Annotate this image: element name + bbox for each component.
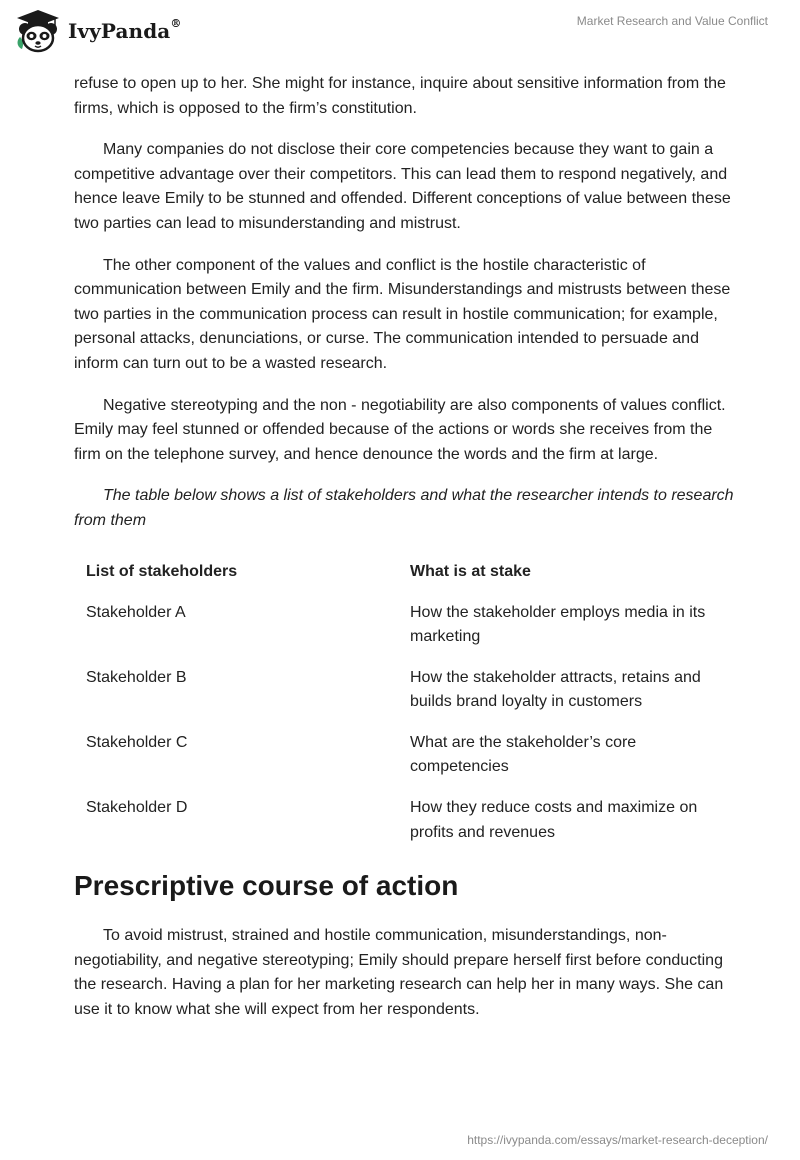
stakeholder-stake: How the stakeholder attracts, retains and builds brand loyalty in customers (410, 668, 701, 711)
stakeholder-stake: What are the stakeholder’s core competencies (410, 733, 637, 776)
page-header (0, 0, 800, 60)
table-row (74, 593, 734, 658)
stakeholder-stake: How they reduce costs and maximize on profits and revenues (410, 799, 698, 841)
essay-content (74, 72, 734, 1040)
table-header-row (74, 551, 734, 593)
column-header-at-stake: What is at stake (410, 562, 531, 580)
paragraph-hostile-communication: The other component of the values and conflict is the hostile characteristic of communication between Emily and the firm. Misunderstandings and mistrusts between these two parties in the communication process can result in hostile communication; for example, personal attacks, denunciations, or curse. The communication intended to persuade and inform can turn out to be a wasted research. (74, 256, 731, 372)
stakeholder-name: Stakeholder C (86, 733, 188, 751)
paragraph-continued: refuse to open up to her. She might for instance, inquire about sensitive information from the firms, which is opposed to the firm’s constitution. (74, 75, 726, 117)
table-caption: The table below shows a list of stakeholders and what the researcher intends to research from them (74, 487, 734, 529)
document-title: Market Research and Value Conflict (576, 14, 768, 28)
paragraph-prescriptive: To avoid mistrust, strained and hostile communication, misunderstandings, non-negotiability, and negative stereotyping; Emily should prepare herself first before conducting the research. Having a plan for her marketing research can help her in many ways. She can use it to know what she will expect from her respondents. (74, 927, 724, 1019)
stakeholder-name: Stakeholder A (86, 603, 186, 621)
stakeholder-name: Stakeholder D (86, 799, 188, 817)
paragraph-negative-stereotyping: Negative stereotyping and the non - negotiability are also components of values conflict. Emily may feel stunned or offended because of the actions or words she receives from the firm on the telephone survey, and hence denounce the words and the firm at large. (74, 396, 726, 463)
stakeholder-name: Stakeholder B (86, 668, 187, 686)
logo-text: IvyPanda® (68, 17, 182, 43)
paragraph-core-competencies: Many companies do not disclose their core competencies because they want to gain a competitive advantage over their competitors. This can lead them to respond negatively, and hence leave Emily to be stunned and offended. Different conceptions of value between these two parties can lead to misunderstanding and mistrust. (74, 141, 731, 232)
table-row (74, 658, 734, 723)
source-url[interactable]: https://ivypanda.com/essays/market-research-deception/ (467, 1133, 768, 1147)
ivypanda-logo[interactable] (14, 7, 181, 55)
registered-mark: ® (170, 17, 182, 31)
panda-graduate-icon (14, 7, 62, 55)
section-heading: Prescriptive course of action (74, 870, 459, 902)
table-row (74, 723, 734, 788)
column-header-stakeholders: List of stakeholders (86, 562, 238, 580)
table-row (74, 788, 734, 853)
stakeholder-stake: How the stakeholder employs media in its marketing (410, 603, 706, 646)
stakeholders-table (74, 551, 734, 854)
